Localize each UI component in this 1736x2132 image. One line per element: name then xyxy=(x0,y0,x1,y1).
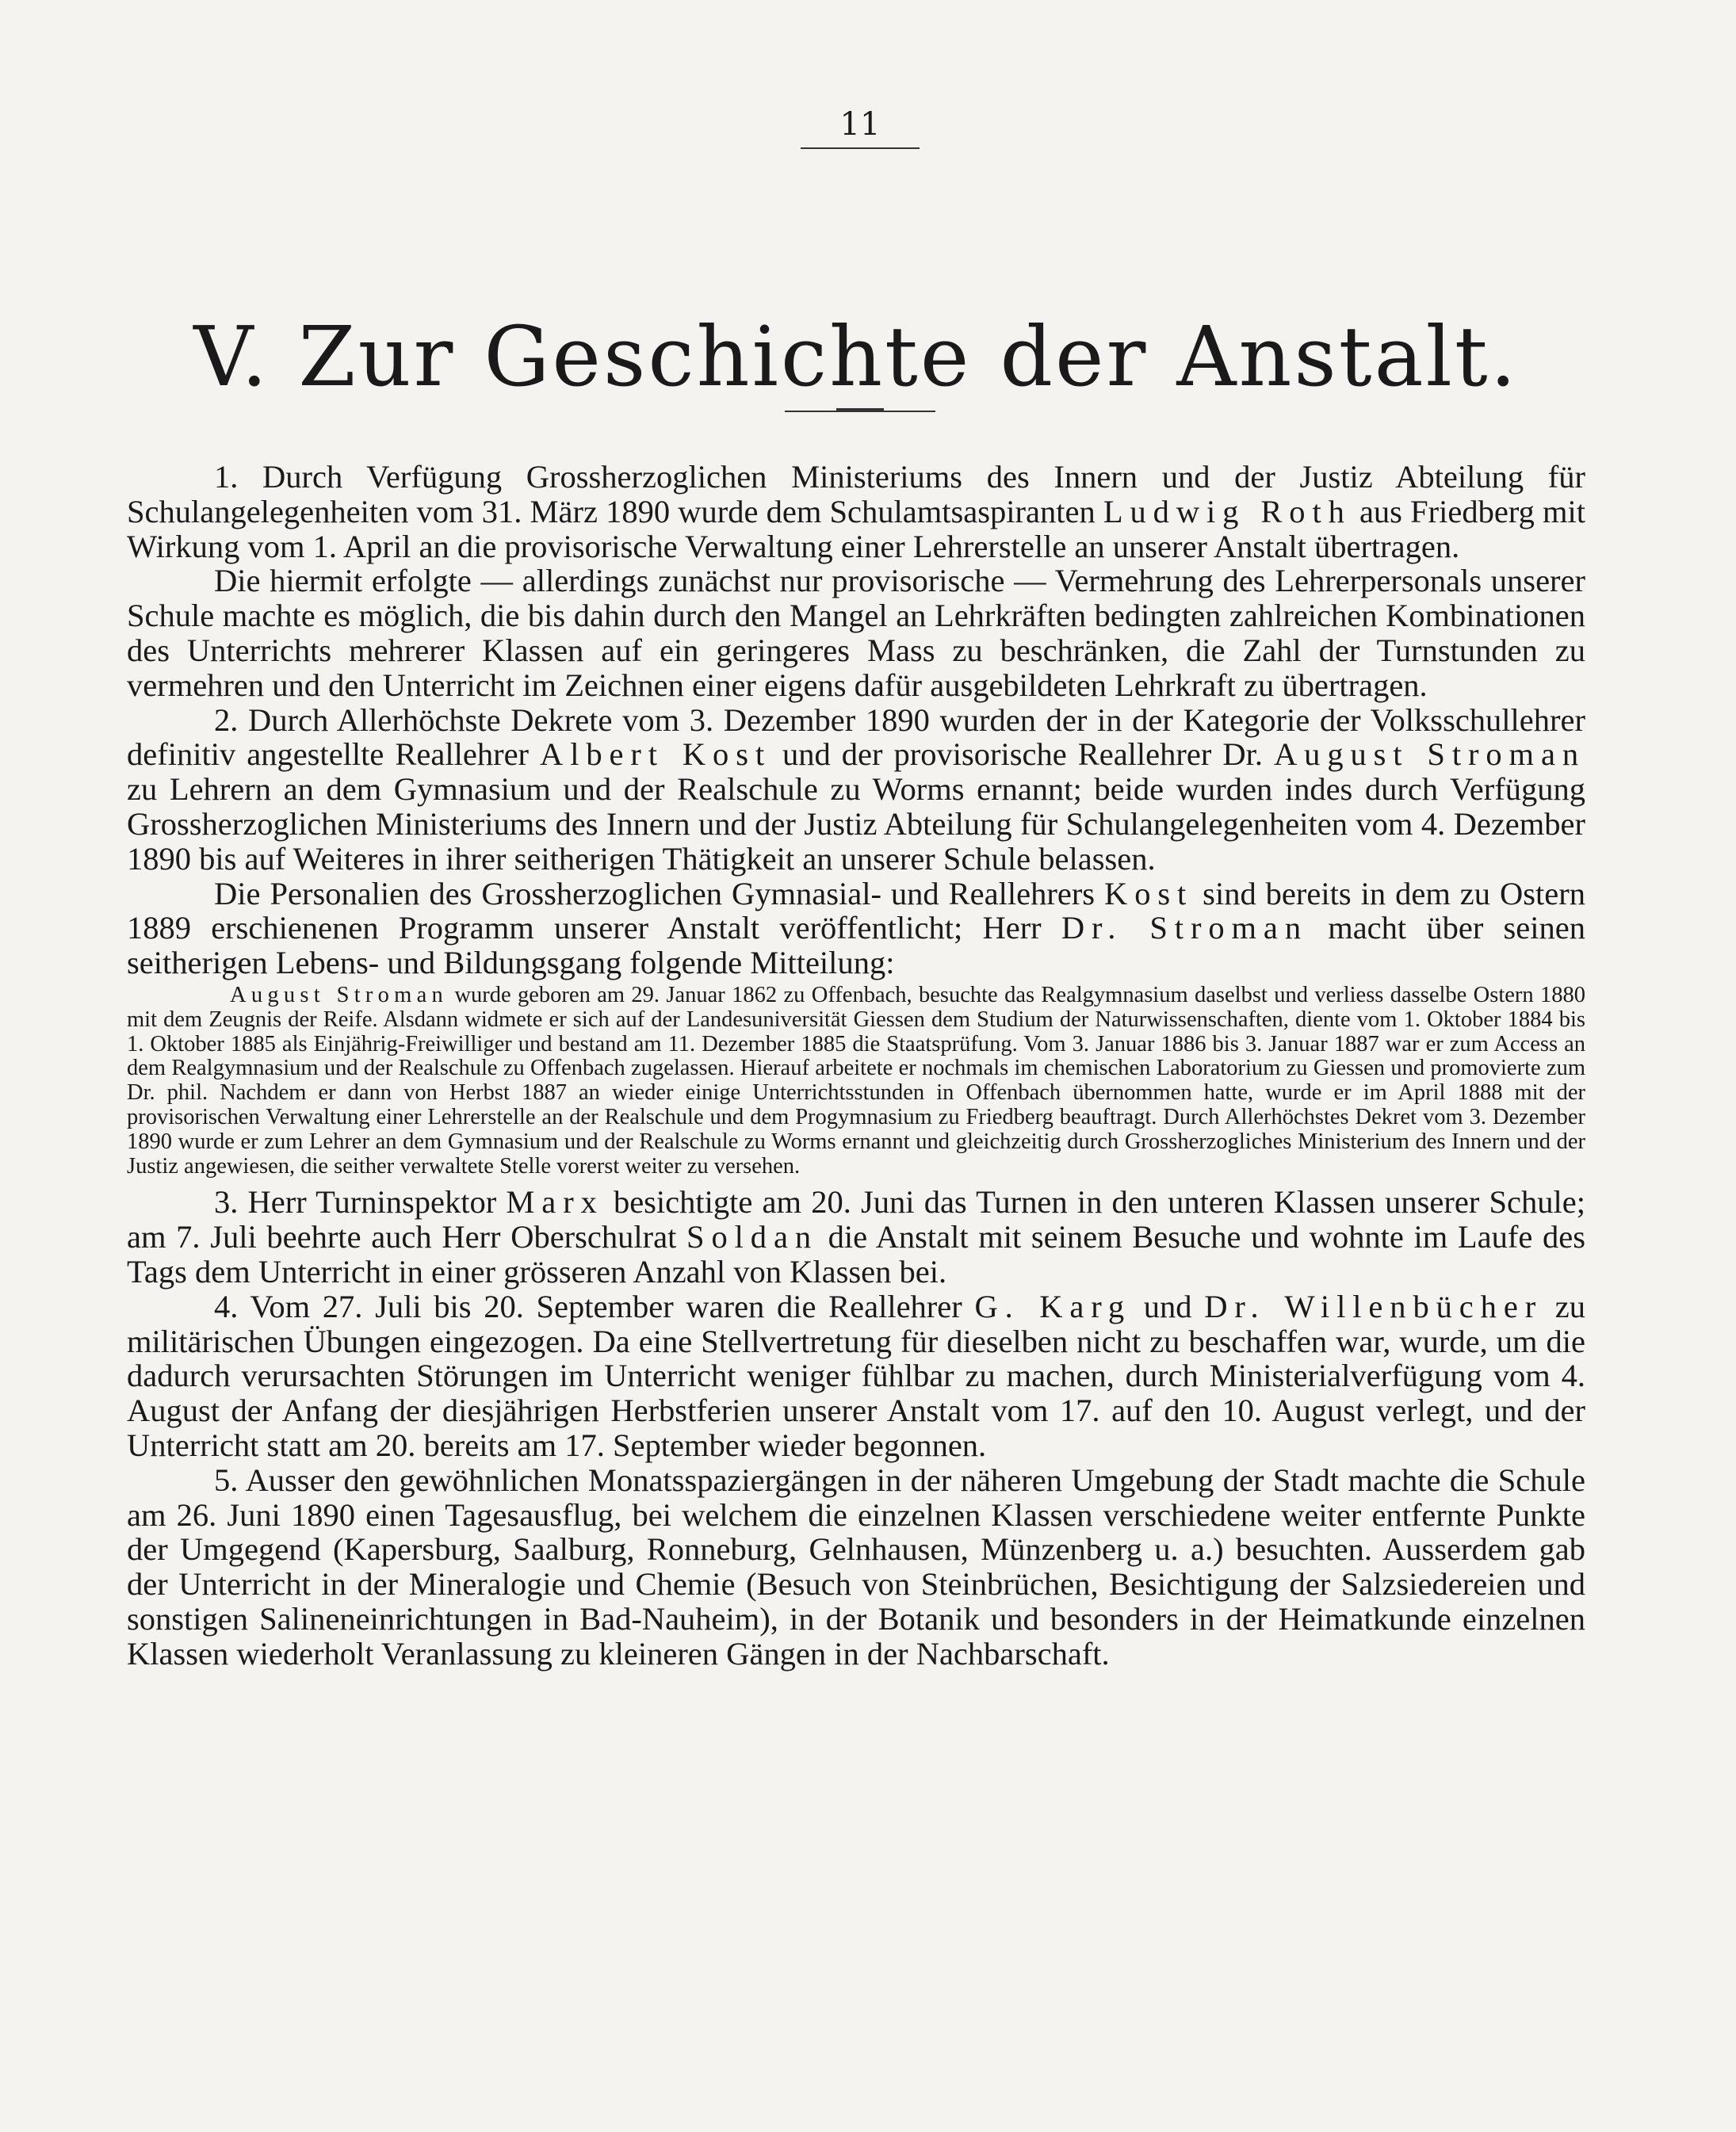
text-run: 3. Herr Turninspektor xyxy=(214,1184,507,1221)
section-title: V. Zur Geschichte der Anstalt. xyxy=(193,308,1519,405)
page-number: 11 xyxy=(801,105,920,149)
text-run: besichtigte am 20. Juni das Turnen in den unteren Klassen unserer Schule; am 7. Juli beehrte auch Herr Oberschulrat xyxy=(127,1184,1585,1255)
text-run: und der provisorische Reallehrer Dr. xyxy=(771,736,1274,773)
paragraph-p6 xyxy=(127,1290,1585,1463)
spaced-name: G. Karg xyxy=(974,1288,1132,1324)
paragraph-p2 xyxy=(127,564,1585,702)
text-run: und xyxy=(1131,1288,1205,1324)
text-run: 1. Durch Verfügung Grossherzoglichen Ministeriums des Innern und der Justiz Abteilung für Schulangelegenheiten vom 31. März 1890 wurde dem Schulamtsaspiranten xyxy=(127,459,1585,529)
vita-block xyxy=(127,984,1585,1179)
paragraph-p7 xyxy=(127,1463,1585,1672)
text-run: Die hiermit erfolgte — allerdings zunächst nur provisorische — Vermehrung des Lehrerpersonals unserer Schule machte es möglich, die bis dahin durch den Mangel an Lehrkräften bedingten zahlreichen Kombinationen des Unterrichts mehrerer Klassen auf ein geringeres Mass zu beschränken, die Zahl der Turnstunden zu vermehren und den Unterricht im Zeichnen einer eigens dafür ausgebildeten Lehrkraft zu übertragen. xyxy=(127,563,1585,703)
spaced-name: Kost xyxy=(1104,875,1194,911)
body-text xyxy=(127,460,1585,1671)
text-run: aus Friedberg mit Wirkung vom 1. April an die provisorische Verwaltung einer Lehrerstelle an unserer Anstalt übertragen. xyxy=(127,493,1585,564)
text-run: Die Personalien des Grossherzoglichen Gymnasial- und Reallehrers xyxy=(214,875,1105,911)
spaced-name: Dr. Stroman xyxy=(1061,910,1308,946)
spaced-name: August Stroman xyxy=(1274,736,1585,773)
text-run: zu militärischen Übungen eingezogen. Da eine Stellvertretung für dieselben nicht zu beschaffen war, wurde, um die dadurch verursachten Störungen im Unterricht weniger fühlbar zu machen, durch Ministerialverfügung vom 4. August der Anfang der diesjährigen Herbstferien unserer Anstalt vom 17. auf den 10. August verlegt, und der Unterricht statt am 20. bereits am 17. September wieder begonnen. xyxy=(127,1288,1586,1463)
paragraphs-after xyxy=(127,1185,1585,1671)
paragraph-p5 xyxy=(127,1185,1585,1289)
text-run: 2. Durch Allerhöchste Dekrete vom 3. Dezember 1890 wurden der in der Kategorie der Volksschullehrer definitiv angestellte Reallehrer xyxy=(127,701,1585,773)
text-run: die Anstalt mit seinem Besuche und wohnte im Laufe des Tags dem Unterricht in einer grösseren Anzahl von Klassen bei. xyxy=(127,1219,1585,1290)
text-run: sind bereits in dem zu Ostern 1889 erschienenen Programm unserer Anstalt veröffentlicht; Herr xyxy=(127,875,1585,946)
title-divider xyxy=(785,411,935,412)
text-run: 5. Ausser den gewöhnlichen Monatsspaziergängen in der näheren Umgebung der Stadt machte die Schule am 26. Juni 1890 einen Tagesausflug, bei welchem die einzelnen Klassen verschiedene weiter entfernte Punkte der Umgegend (Kapersburg, Saalburg, Ronneburg, Gelnhausen, Münzenberg u. a.) besuchten. Ausserdem gab der Unterricht in der Mineralogie und Chemie (Besuch von Steinbrüchen, Besichtigung der Salzsiedereien und sonstigen Salineneinrichtungen in Bad-Nauheim), in der Botanik und besonders in der Heimatkunde einzelnen Klassen wiederholt Veranlassung zu kleineren Gängen in der Nachbarschaft. xyxy=(127,1461,1585,1672)
paragraph-p3 xyxy=(127,703,1585,877)
text-run: 4. Vom 27. Juli bis 20. September waren die Reallehrer xyxy=(214,1288,975,1324)
text-run: macht über seinen seitherigen Lebens- und Bildungsgang folgende Mitteilung: xyxy=(127,910,1585,981)
spaced-name: Soldan xyxy=(686,1219,818,1255)
spaced-name: Albert Kost xyxy=(540,736,772,773)
paragraph-p4 xyxy=(127,877,1585,980)
text-run: zu Lehrern an dem Gymnasium und der Realschule zu Worms ernannt; beide wurden indes durch Verfügung Grossherzoglichen Ministeriums des Innern und der Justiz Abteilung für Schulangelegenheiten vom 4. Dezember 1890 bis auf Weiteres in ihrer seitherigen Thätigkeit an unserer Schule belassen. xyxy=(127,771,1585,877)
text-run: wurde geboren am 29. Januar 1862 zu Offenbach, besuchte das Realgymnasium daselbst und verliess dasselbe Ostern 1880 mit dem Zeugnis der Reife. Alsdann widmete er sich auf der Landesuniversität Giessen dem Studium der Naturwissenschaften, diente vom 1. Oktober 1884 bis 1. Oktober 1885 als Einjährig-Freiwilliger und bestand am 11. Dezember 1885 die Staatsprüfung. Vom 3. Januar 1886 bis 3. Januar 1887 war er zum Access an dem Realgymnasium und der Realschule zu Offenbach zugelassen. Hierauf arbeitete er nochmals im chemischen Laboratorium zu Giessen und promovierte zum Dr. phil. Nachdem er dann von Herbst 1887 an wieder einige Unterrichtsstunden in Offenbach übernommen hatte, wurde er im April 1888 mit der provisorischen Verwaltung einer Lehrerstelle an der Realschule und dem Progymnasium zu Friedberg beauftragt. Durch Allerhöchstes Dekret vom 3. Dezember 1890 wurde er zum Lehrer an dem Gymnasium und der Realschule zu Worms ernannt und gleichzeitig durch Grossherzogliches Ministerium des Innern und der Justiz angewiesen, die seither verwaltete Stelle vorerst weiter zu versehen. xyxy=(127,982,1586,1179)
spaced-name: Ludwig Roth xyxy=(1103,493,1352,529)
paragraphs-before xyxy=(127,460,1585,980)
spaced-name: Marx xyxy=(506,1184,604,1221)
paragraph-vita xyxy=(127,984,1585,1179)
spaced-name: Dr. Willenbücher xyxy=(1204,1288,1543,1324)
spaced-name: August Stroman xyxy=(230,982,449,1007)
paragraph-p1 xyxy=(127,460,1585,564)
